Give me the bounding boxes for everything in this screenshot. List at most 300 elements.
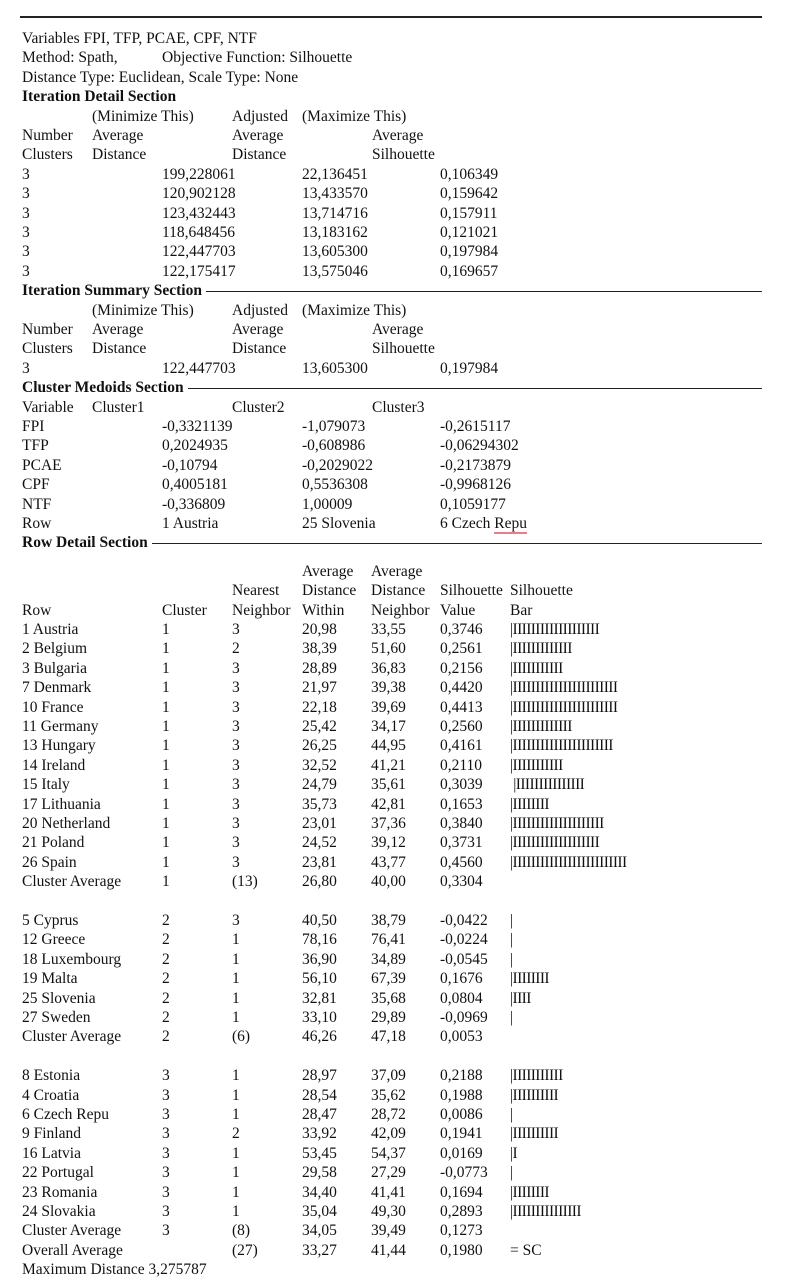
sum-hdr1-3: (Maximize This) [302, 301, 407, 319]
rd-avg-2: (8) [232, 1222, 251, 1240]
rd-avg-3: 34,05 [302, 1222, 337, 1240]
iter-cell-3: 0,197984 [440, 243, 499, 261]
rd-cell-5: 0,1653 [440, 795, 483, 813]
table-row [22, 1163, 764, 1182]
rd-cell-5: 0,2561 [440, 640, 483, 658]
rd-cell-2: 3 [232, 698, 240, 716]
rd-cell-1: 2 [162, 950, 170, 968]
med-cell-3: 0,1059177 [440, 495, 506, 513]
rd-cell-5: 0,3840 [440, 815, 483, 832]
table-row [22, 1086, 764, 1105]
rd-cell-2: 2 [232, 640, 240, 658]
medoids-header [22, 398, 764, 417]
rd-cell-0: 15 Italy [22, 776, 70, 794]
iter-hdr1-1: (Minimize This) [92, 107, 194, 125]
table-row [22, 659, 764, 678]
rd-cell-3: 28,47 [302, 1106, 337, 1123]
rd-hdr3-6: Bar [510, 601, 533, 619]
rd-hdr2-6: Silhouette [510, 582, 573, 600]
rd-cell-5: 0,2188 [440, 1067, 483, 1085]
iter-cell-1: 118,648456 [162, 224, 236, 241]
rd-avg-1: 1 [162, 873, 170, 891]
rd-cell-3: 24,79 [302, 776, 337, 794]
rd-cell-6: | [510, 1164, 513, 1182]
rd-cell-5: 0,2110 [440, 756, 483, 774]
med-cell-1: -0,10794 [162, 456, 218, 474]
rd-cell-5: -0,0545 [440, 950, 488, 968]
sum-hdr1-1: (Minimize This) [92, 301, 194, 319]
sum-hdr2-0: Number [22, 321, 73, 338]
rd-cell-0: 5 Cyprus [22, 912, 79, 929]
rd-cell-4: 49,30 [371, 1203, 406, 1220]
med-hdr-3: Cluster3 [372, 398, 425, 416]
rd-cell-4: 43,77 [371, 853, 406, 871]
med-cell-3: -0,2615117 [440, 418, 511, 435]
rd-avg-5: 0,3304 [440, 873, 483, 891]
iteration-detail-row [22, 242, 764, 261]
sum-hdr3-0: Clusters [22, 340, 73, 358]
rd-cell-0: 22 Portugal [22, 1164, 94, 1182]
rd-hdr3-4: Neighbor [371, 601, 430, 619]
rd-cell-5: 0,0169 [440, 1144, 483, 1162]
rd-cell-3: 32,52 [302, 756, 337, 774]
distance-type-text: Distance Type: Euclidean, Scale Type: None [22, 68, 299, 86]
iter-hdr3-3: Silhouette [372, 146, 435, 164]
rd-cell-6: |IIIIIIIIIII [510, 756, 563, 774]
rd-cell-5: 0,1941 [440, 1125, 483, 1143]
rd-cell-5: 0,4161 [440, 737, 483, 755]
rd-cell-0: 26 Spain [22, 853, 77, 871]
rd-cell-0: 24 Slovakia [22, 1203, 96, 1220]
rd-cell-2: 3 [232, 853, 240, 871]
rd-overall-3: 33,27 [302, 1241, 337, 1259]
rd-cell-6: | [510, 931, 513, 949]
rd-cell-4: 37,36 [371, 815, 406, 832]
rd-hdr2-5: Silhouette [440, 582, 503, 600]
rd-cell-2: 1 [232, 989, 240, 1007]
medoids-row [22, 417, 764, 436]
iter-cell-1: 122,447703 [162, 243, 236, 261]
rd-hdr3-1: Cluster [162, 601, 207, 619]
rd-cell-1: 3 [162, 1203, 170, 1220]
iter-hdr3-1: Distance [92, 146, 147, 164]
sum-hdr3-1: Distance [92, 340, 147, 358]
cluster-average-row [22, 1027, 764, 1046]
rd-cell-2: 3 [232, 659, 240, 677]
rd-cell-3: 25,42 [302, 718, 337, 735]
rd-cell-0: 7 Denmark [22, 679, 92, 697]
rd-cell-0: 20 Netherland [22, 815, 111, 832]
rd-hdr3-5: Value [440, 601, 476, 619]
rd-cell-0: 1 Austria [22, 621, 79, 638]
table-row [22, 775, 764, 794]
rd-cell-2: 1 [232, 931, 240, 949]
rd-hdr1-4: Average [371, 562, 423, 580]
rd-cell-4: 34,17 [371, 718, 406, 735]
iter-cell-3: 0,157911 [440, 204, 498, 222]
table-row [22, 930, 764, 949]
sum-hdr2-3: Average [372, 321, 424, 338]
rd-cell-0: 17 Lithuania [22, 795, 101, 813]
rd-cell-1: 2 [162, 989, 170, 1007]
rd-cell-1: 3 [162, 1144, 170, 1162]
rd-cell-3: 21,97 [302, 679, 337, 697]
med-hdr-1: Cluster1 [92, 398, 145, 416]
rd-cell-2: 1 [232, 1183, 240, 1201]
table-row [22, 911, 764, 930]
rd-cell-3: 23,81 [302, 853, 337, 871]
iter-cell-1: 199,228061 [162, 165, 236, 183]
iter-hdr2-3: Average [372, 127, 424, 144]
rd-cell-6: |IIIIIIIIII [510, 1125, 559, 1143]
med-cell-1: -0,3321139 [162, 418, 233, 435]
iter-hdr3-0: Clusters [22, 146, 73, 164]
objective-text: Objective Function: Silhouette [162, 49, 353, 67]
rd-overall-5: 0,1980 [440, 1241, 483, 1259]
top-rule [20, 16, 762, 18]
rd-cell-5: 0,4420 [440, 679, 483, 697]
rd-cell-6: |IIIIIIIIIIIIIIIIIIIIII [510, 737, 613, 755]
table-row [22, 620, 764, 639]
max-distance-text: Maximum Distance 3,275787 [22, 1261, 207, 1279]
cluster-medoids-section [22, 378, 762, 397]
iteration-detail-row [22, 184, 764, 203]
row-detail-section-title: Row Detail Section [22, 534, 152, 551]
rd-avg-3: 26,80 [302, 873, 337, 891]
iter-cell-1: 123,432443 [162, 204, 236, 222]
table-row [22, 678, 764, 697]
table-row [22, 1183, 764, 1202]
row-detail-header-3 [22, 601, 764, 620]
rd-cell-5: -0,0224 [440, 931, 488, 949]
table-row [22, 639, 764, 658]
rd-cell-5: 0,1676 [440, 970, 483, 988]
cluster-average-row [22, 1221, 764, 1240]
rd-cell-6: |IIIIIIIIIII [510, 1067, 563, 1085]
iter-hdr1-2: Adjusted [232, 107, 288, 125]
rd-cell-5: 0,4560 [440, 853, 483, 871]
rd-cell-1: 1 [162, 776, 170, 794]
rd-cell-1: 2 [162, 912, 170, 929]
med-cell-1: 0,2024935 [162, 437, 228, 455]
rd-cell-6: |IIIIIIIIIII [510, 659, 563, 677]
rd-cell-3: 35,73 [302, 795, 337, 813]
rd-cell-4: 35,62 [371, 1086, 406, 1104]
rd-cell-4: 35,68 [371, 989, 406, 1007]
iter-cell-0: 3 [22, 224, 30, 241]
rd-hdr1-3: Average [302, 562, 354, 580]
rd-hdr2-4: Distance [371, 582, 426, 600]
rd-cell-3: 32,81 [302, 989, 337, 1007]
rd-hdr3-0: Row [22, 601, 52, 619]
rd-hdr2-2: Nearest [232, 582, 280, 600]
sum-hdr1-2: Adjusted [232, 301, 288, 319]
rd-cell-1: 1 [162, 621, 170, 638]
rd-cell-3: 33,10 [302, 1009, 337, 1026]
medoids-row-labels [22, 514, 764, 533]
med-cell-2: -1,079073 [302, 418, 366, 435]
table-row [22, 853, 764, 872]
sum-hdr2-2: Average [232, 321, 284, 338]
rd-cell-1: 1 [162, 659, 170, 677]
rd-cell-5: 0,1988 [440, 1086, 483, 1104]
rd-cell-0: 19 Malta [22, 970, 78, 988]
rd-cell-2: 1 [232, 1203, 240, 1220]
rd-cell-0: 3 Bulgaria [22, 659, 87, 677]
rd-cell-1: 3 [162, 1183, 170, 1201]
med-cell-0: PCAE [22, 456, 62, 474]
rd-cell-5: 0,0804 [440, 989, 483, 1007]
max-distance-line [22, 1260, 764, 1279]
rd-cell-5: 0,3731 [440, 834, 483, 852]
rd-cell-4: 41,21 [371, 756, 406, 774]
rd-avg-4: 40,00 [371, 873, 406, 891]
med-cell-1: -0,336809 [162, 495, 226, 513]
rd-avg-0: Cluster Average [22, 873, 122, 891]
rd-cell-4: 37,09 [371, 1067, 406, 1085]
rd-cell-4: 39,12 [371, 834, 406, 852]
sum-cell-3: 0,197984 [440, 359, 499, 377]
rd-cell-3: 20,98 [302, 621, 337, 638]
rd-cell-1: 1 [162, 853, 170, 871]
rd-cell-2: 1 [232, 1144, 240, 1162]
rd-cell-2: 3 [232, 834, 240, 852]
rd-cell-6: |IIIIIIIIIIIIIIIIIII [510, 621, 600, 638]
iteration-detail-row [22, 262, 764, 281]
rd-cell-5: -0,0773 [440, 1164, 488, 1182]
rd-overall-6: = SC [510, 1241, 542, 1259]
table-row [22, 795, 764, 814]
rd-cell-0: 12 Greece [22, 931, 86, 949]
rd-cell-2: 3 [232, 737, 240, 755]
table-row [22, 736, 764, 755]
rd-cell-4: 35,61 [371, 776, 406, 794]
table-row [22, 1105, 764, 1124]
rd-avg-1: 3 [162, 1222, 170, 1240]
rd-cell-4: 42,81 [371, 795, 406, 813]
iter-hdr2-2: Average [232, 127, 284, 144]
sum-cell-2: 13,605300 [302, 359, 368, 377]
rd-cell-2: 3 [232, 795, 240, 813]
iteration-summary-section [22, 281, 762, 300]
rd-cell-2: 3 [232, 815, 240, 832]
iteration-summary-header-1 [22, 301, 764, 320]
iter-cell-0: 3 [22, 262, 30, 280]
rd-avg-2: (6) [232, 1028, 251, 1046]
rd-cell-3: 53,45 [302, 1144, 337, 1162]
iteration-detail-header-3 [22, 145, 764, 164]
rd-cell-1: 1 [162, 640, 170, 658]
iter-cell-3: 0,169657 [440, 262, 499, 280]
table-row [22, 1066, 764, 1085]
rd-cell-6: |IIII [510, 989, 531, 1007]
rd-cell-0: 23 Romania [22, 1183, 98, 1201]
rd-cell-4: 33,55 [371, 621, 406, 638]
rd-cell-3: 26,25 [302, 737, 337, 755]
iteration-detail-header-1 [22, 107, 764, 126]
med-cell-2: 0,5536308 [302, 476, 368, 494]
rd-cell-6: |IIIIIIIIIIIIIIIIIIIIIII [510, 679, 618, 697]
rd-cell-1: 3 [162, 1125, 170, 1143]
iter-cell-0: 3 [22, 165, 30, 183]
rd-avg-3: 46,26 [302, 1028, 337, 1046]
rd-avg-5: 0,1273 [440, 1222, 483, 1240]
rd-cell-0: 2 Belgium [22, 640, 88, 658]
rd-cell-1: 1 [162, 718, 170, 735]
rd-hdr3-3: Within [302, 601, 345, 619]
rd-cell-1: 1 [162, 756, 170, 774]
rd-cell-0: 13 Hungary [22, 737, 96, 755]
med-cell-1: 0,4005181 [162, 476, 228, 494]
rd-avg-0: Cluster Average [22, 1222, 122, 1240]
rd-avg-5: 0,0053 [440, 1028, 483, 1046]
table-row [22, 756, 764, 775]
rd-avg-1: 2 [162, 1028, 170, 1046]
rd-cell-4: 51,60 [371, 640, 406, 658]
rd-cell-4: 38,79 [371, 912, 406, 929]
row-detail-section [22, 533, 762, 552]
rd-cell-5: -0,0422 [440, 912, 488, 929]
table-row [22, 833, 764, 852]
rd-cell-0: 16 Latvia [22, 1144, 81, 1162]
table-row [22, 698, 764, 717]
med-cell-0: NTF [22, 495, 52, 513]
rd-cell-0: 21 Poland [22, 834, 85, 852]
table-row [22, 814, 764, 833]
iteration-detail-header-2 [22, 126, 764, 145]
iter-cell-0: 3 [22, 204, 30, 222]
rd-cell-2: 3 [232, 776, 240, 794]
rd-cell-4: 34,89 [371, 950, 406, 968]
rd-cell-4: 44,95 [371, 737, 406, 755]
rd-cell-5: 0,1694 [440, 1183, 483, 1201]
rd-cell-1: 1 [162, 698, 170, 716]
rd-cell-6: |IIIIIIIIIIIII [510, 640, 572, 658]
iter-cell-3: 0,106349 [440, 165, 499, 183]
cluster-medoids-section-title: Cluster Medoids Section [22, 379, 188, 396]
rd-overall-4: 41,44 [371, 1241, 406, 1259]
med-cell-0: CPF [22, 476, 50, 494]
rd-cell-4: 27,29 [371, 1164, 406, 1182]
rd-cell-1: 3 [162, 1067, 170, 1085]
rd-cell-0: 25 Slovenia [22, 989, 96, 1007]
rd-cell-6: | [510, 1009, 513, 1026]
row-detail-header-1 [22, 562, 764, 581]
rd-cell-6: |IIIIIIII [510, 1183, 549, 1201]
medoid-row-label: Row [22, 515, 52, 532]
rd-cell-3: 34,40 [302, 1183, 337, 1201]
rd-cell-2: 1 [232, 1164, 240, 1182]
rd-cell-3: 56,10 [302, 970, 337, 988]
rd-cell-4: 54,37 [371, 1144, 406, 1162]
iteration-detail-row [22, 204, 764, 223]
iter-cell-3: 0,159642 [440, 185, 499, 203]
sum-hdr3-3: Silhouette [372, 340, 435, 358]
rd-cell-5: 0,4413 [440, 698, 483, 716]
iter-cell-3: 0,121021 [440, 224, 499, 241]
medoids-row [22, 495, 764, 514]
medoid-row-cluster3: 6 Czech Repu [440, 515, 527, 532]
rd-cell-0: 6 Czech Repu [22, 1106, 109, 1123]
rd-cell-6: |IIIIIIII [510, 795, 549, 813]
rd-cell-3: 78,16 [302, 931, 337, 949]
rd-cell-4: 29,89 [371, 1009, 406, 1026]
sum-hdr3-2: Distance [232, 340, 287, 358]
iter-cell-1: 122,175417 [162, 262, 236, 280]
rd-cell-4: 36,83 [371, 659, 406, 677]
variables-line [22, 29, 764, 48]
rd-cell-6: |IIIIIIIIIIIIIIIIIII [510, 834, 600, 852]
medoids-row [22, 436, 764, 455]
rd-cell-2: 3 [232, 621, 240, 638]
rd-cell-3: 40,50 [302, 912, 337, 929]
row-detail-header-2 [22, 581, 764, 600]
rd-cell-1: 3 [162, 1164, 170, 1182]
table-row [22, 1202, 764, 1221]
rd-cell-2: 3 [232, 679, 240, 697]
rd-cell-3: 28,97 [302, 1067, 337, 1085]
rd-cell-0: 9 Finland [22, 1125, 81, 1143]
rd-cell-0: 18 Luxembourg [22, 950, 122, 968]
rd-cell-0: 14 Ireland [22, 756, 86, 774]
rd-cell-3: 35,04 [302, 1203, 337, 1220]
sum-cell-0: 3 [22, 359, 30, 377]
rd-cell-6: | [510, 1106, 513, 1123]
rd-cell-4: 67,39 [371, 970, 406, 988]
iter-cell-2: 13,183162 [302, 224, 368, 241]
rd-cell-3: 24,52 [302, 834, 337, 852]
iter-cell-2: 13,605300 [302, 243, 368, 261]
rd-avg-4: 39,49 [371, 1222, 406, 1240]
rd-cell-2: 1 [232, 970, 240, 988]
rd-cell-6: | [510, 950, 513, 968]
rd-cell-6: |I [510, 1144, 518, 1162]
method-line [22, 48, 764, 67]
rd-cell-1: 1 [162, 737, 170, 755]
rd-cell-6: |IIIIIIIIII [510, 1086, 559, 1104]
iteration-detail-row [22, 165, 764, 184]
rd-cell-0: 10 France [22, 698, 84, 716]
iter-hdr1-3: (Maximize This) [302, 107, 407, 125]
rd-overall-2: (27) [232, 1241, 258, 1259]
spellcheck-underline-word: Repu [494, 515, 527, 532]
sum-cell-1: 122,447703 [162, 359, 236, 377]
table-row [22, 717, 764, 736]
rd-cell-3: 38,39 [302, 640, 337, 658]
overall-average-row [22, 1241, 764, 1260]
rd-cell-3: 28,89 [302, 659, 337, 677]
rd-cell-2: 1 [232, 1009, 240, 1026]
med-hdr-2: Cluster2 [232, 398, 285, 416]
rd-cell-4: 76,41 [371, 931, 406, 949]
rd-cell-5: 0,3746 [440, 621, 483, 638]
rd-cell-0: 11 Germany [22, 718, 99, 735]
rd-cell-4: 39,69 [371, 698, 406, 716]
rd-cell-4: 28,72 [371, 1106, 406, 1123]
rd-cell-6: |IIIIIIIIIIIIIII [510, 776, 585, 794]
rd-cell-3: 33,92 [302, 1125, 337, 1143]
table-row [22, 989, 764, 1008]
rd-avg-0: Cluster Average [22, 1028, 122, 1046]
rd-cell-1: 1 [162, 834, 170, 852]
iter-cell-2: 13,575046 [302, 262, 368, 280]
med-cell-2: -0,608986 [302, 437, 366, 455]
rd-cell-1: 2 [162, 1009, 170, 1026]
medoid-row-cluster1: 1 Austria [162, 515, 219, 532]
variables-text: Variables FPI, TFP, PCAE, CPF, NTF [22, 30, 257, 47]
rd-cell-3: 29,58 [302, 1164, 337, 1182]
rd-cell-2: 1 [232, 1106, 240, 1123]
